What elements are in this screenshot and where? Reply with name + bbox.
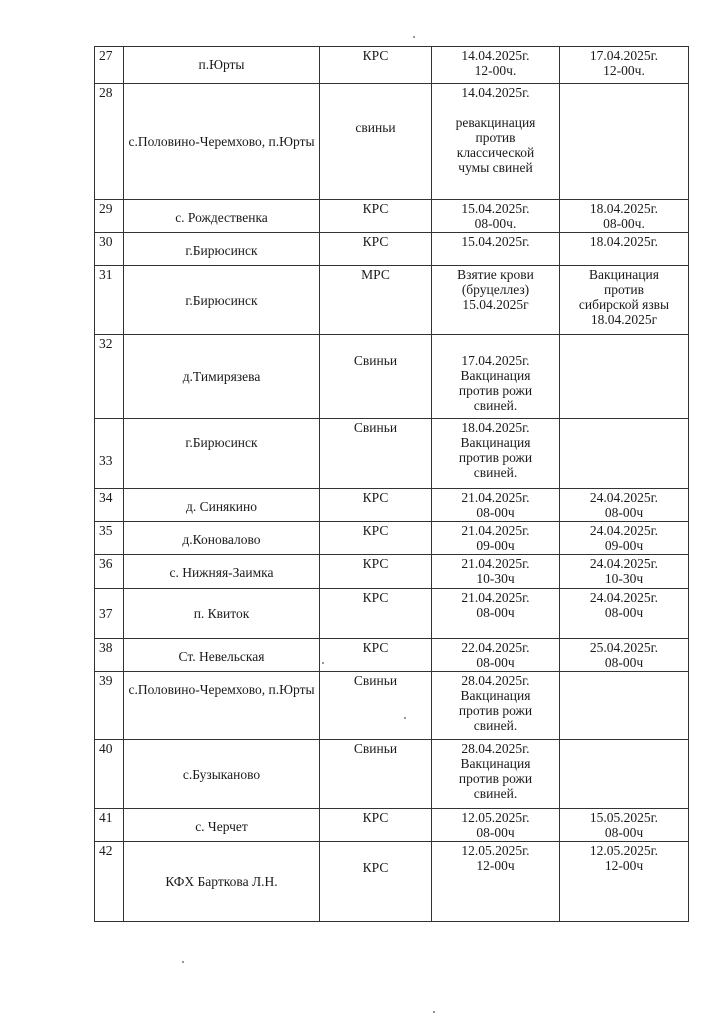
first-procedure-cell — [432, 589, 560, 639]
settlement-cell — [124, 335, 320, 419]
first-procedure-cell — [432, 200, 560, 233]
first-procedure-line: 09-00ч — [476, 538, 515, 553]
second-procedure-cell — [560, 672, 689, 740]
animal-type: КРС — [362, 556, 389, 571]
second-procedure-line: 10-30ч — [604, 571, 644, 586]
second-procedure-line: 25.04.2025г. — [589, 640, 659, 655]
settlement-cell — [124, 419, 320, 489]
scan-speck — [413, 36, 415, 38]
table-row — [95, 809, 689, 842]
first-procedure-line: 12-00ч. — [474, 63, 517, 78]
second-procedure-line: Вакцинация — [589, 267, 659, 282]
second-procedure-line: 09-00ч — [604, 538, 644, 553]
table-row — [95, 335, 689, 419]
first-procedure-line: 28.04.2025г. — [461, 673, 530, 688]
settlement-name: г.Бирюсинск — [185, 435, 258, 450]
settlement-cell — [124, 672, 320, 740]
animal-type-cell — [320, 419, 432, 489]
first-procedure-cell — [432, 47, 560, 84]
animal-type: КРС — [362, 810, 389, 825]
first-procedure-line: 21.04.2025г. — [461, 490, 530, 505]
second-procedure-line: 12-00ч. — [603, 63, 645, 78]
first-procedure-line — [435, 100, 556, 115]
first-procedure-line: 12-00ч — [476, 858, 515, 873]
first-procedure-line: свиней. — [473, 718, 518, 733]
second-procedure-cell — [560, 842, 689, 922]
second-procedure-cell — [560, 335, 689, 419]
table-row — [95, 47, 689, 84]
animal-type-cell — [320, 84, 432, 200]
settlement-name: п.Юрты — [198, 57, 245, 72]
scan-speck — [433, 1011, 435, 1013]
scan-speck — [182, 961, 184, 963]
row-number-cell — [95, 740, 124, 809]
first-procedure-line: свиней. — [473, 465, 518, 480]
second-procedure-cell — [560, 47, 689, 84]
settlement-name: п. Квиток — [193, 606, 250, 621]
first-procedure-line: против — [475, 130, 516, 145]
animal-type-cell — [320, 842, 432, 922]
first-procedure-line: 12.05.2025г. — [461, 810, 530, 825]
animal-type-cell — [320, 200, 432, 233]
row-number-cell — [95, 266, 124, 335]
first-procedure-line: Вакцинация — [460, 368, 531, 383]
first-procedure-line: (бруцеллез) — [461, 282, 530, 297]
second-procedure-line: 18.04.2025г — [590, 312, 658, 327]
row-number: 40 — [99, 741, 113, 756]
row-number: 41 — [99, 810, 113, 825]
animal-type-cell — [320, 489, 432, 522]
second-procedure-cell — [560, 233, 689, 266]
row-number: 33 — [99, 453, 113, 468]
row-number: 34 — [99, 490, 113, 505]
row-number: 36 — [99, 556, 113, 571]
second-procedure-line: 08-00ч — [604, 605, 644, 620]
row-number: 35 — [99, 523, 113, 538]
row-number: 32 — [99, 336, 113, 351]
animal-type: КРС — [362, 590, 389, 605]
first-procedure-line: 21.04.2025г. — [461, 523, 530, 538]
table-row — [95, 266, 689, 335]
settlement-cell — [124, 489, 320, 522]
animal-type: Свиньи — [353, 420, 398, 435]
animal-type-cell — [320, 589, 432, 639]
second-procedure-line: сибирской язвы — [578, 297, 670, 312]
row-number-cell — [95, 672, 124, 740]
first-procedure-line: против рожи — [458, 771, 533, 786]
animal-type: МРС — [361, 267, 390, 282]
row-number-cell — [95, 47, 124, 84]
animal-type-cell — [320, 639, 432, 672]
first-procedure-line: Вакцинация — [460, 688, 531, 703]
settlement-name: с.Бузыканово — [182, 766, 261, 782]
first-procedure-line: свиней. — [473, 786, 518, 801]
first-procedure-line: 18.04.2025г. — [461, 420, 530, 435]
table-row — [95, 639, 689, 672]
animal-type: КРС — [362, 860, 389, 875]
second-procedure-cell — [560, 639, 689, 672]
second-procedure-cell — [560, 419, 689, 489]
settlement-cell — [124, 266, 320, 335]
scan-speck — [404, 717, 406, 719]
row-number: 42 — [99, 843, 113, 858]
scan-speck — [322, 662, 324, 664]
row-number-cell — [95, 419, 124, 489]
second-procedure-line: 15.05.2025г. — [589, 810, 659, 825]
first-procedure-line: против рожи — [458, 450, 533, 465]
vaccination-schedule-table — [94, 46, 689, 922]
settlement-cell — [124, 842, 320, 922]
first-procedure-line: 08-00ч — [476, 825, 515, 840]
animal-type: КРС — [362, 523, 389, 538]
settlement-name: с.Половино-Черемхово, п.Юрты — [128, 682, 315, 697]
first-procedure-line: 15.04.2025г. — [461, 234, 530, 249]
table-row — [95, 842, 689, 922]
animal-type-cell — [320, 672, 432, 740]
settlement-name: с. Нижняя-Заимка — [169, 565, 274, 580]
row-number: 38 — [99, 640, 113, 655]
first-procedure-line: Вакцинация — [460, 435, 531, 450]
first-procedure-line: 21.04.2025г. — [461, 556, 530, 571]
row-number: 27 — [99, 48, 113, 63]
animal-type-cell — [320, 555, 432, 589]
row-number-cell — [95, 639, 124, 672]
first-procedure-cell — [432, 84, 560, 200]
table-row — [95, 419, 689, 489]
first-procedure-line: 10-30ч — [476, 571, 515, 586]
animal-type-cell — [320, 47, 432, 84]
settlement-name: Ст. Невельская — [178, 649, 265, 664]
row-number-cell — [95, 555, 124, 589]
second-procedure-line: 17.04.2025г. — [589, 48, 659, 63]
second-procedure-cell — [560, 809, 689, 842]
settlement-cell — [124, 809, 320, 842]
animal-type-cell — [320, 522, 432, 555]
settlement-cell — [124, 233, 320, 266]
second-procedure-cell — [560, 522, 689, 555]
animal-type-cell — [320, 266, 432, 335]
second-procedure-cell — [560, 84, 689, 200]
first-procedure-cell — [432, 522, 560, 555]
first-procedure-line: 14.04.2025г. — [461, 48, 530, 63]
second-procedure-cell — [560, 740, 689, 809]
animal-type: КРС — [362, 640, 389, 655]
first-procedure-line: Вакцинация — [460, 756, 531, 771]
settlement-cell — [124, 639, 320, 672]
second-procedure-cell — [560, 555, 689, 589]
row-number-cell — [95, 233, 124, 266]
second-procedure-cell — [560, 489, 689, 522]
row-number-cell — [95, 842, 124, 922]
first-procedure-line: 14.04.2025г. — [461, 85, 530, 100]
first-procedure-line: против рожи — [458, 703, 533, 718]
animal-type-cell — [320, 335, 432, 419]
animal-type: Свиньи — [353, 673, 398, 688]
first-procedure-cell — [432, 639, 560, 672]
settlement-name: д.Тимирязева — [182, 369, 261, 384]
first-procedure-cell — [432, 672, 560, 740]
first-procedure-cell — [432, 842, 560, 922]
first-procedure-cell — [432, 335, 560, 419]
row-number: 39 — [99, 673, 113, 688]
row-number: 30 — [99, 234, 113, 249]
row-number-cell — [95, 84, 124, 200]
settlement-name: г.Бирюсинск — [185, 292, 258, 308]
second-procedure-line: против — [603, 282, 645, 297]
table-row — [95, 672, 689, 740]
second-procedure-line: 08-00ч — [604, 655, 644, 670]
settlement-cell — [124, 47, 320, 84]
settlement-name: КФХ Барткова Л.Н. — [165, 874, 278, 889]
first-procedure-line: 22.04.2025г. — [461, 640, 530, 655]
settlement-cell — [124, 740, 320, 809]
animal-type: КРС — [362, 234, 389, 249]
settlement-name: с. Черчет — [195, 819, 248, 834]
animal-type-cell — [320, 740, 432, 809]
second-procedure-line: 18.04.2025г. — [589, 234, 659, 249]
second-procedure-line: 24.04.2025г. — [589, 590, 659, 605]
table-row — [95, 522, 689, 555]
schedule-table-body — [95, 47, 689, 922]
row-number: 29 — [99, 201, 113, 216]
second-procedure-line: 08-00ч — [604, 825, 644, 840]
first-procedure-line: 12.05.2025г. — [461, 843, 530, 858]
first-procedure-line: 08-00ч — [476, 605, 515, 620]
table-row — [95, 589, 689, 639]
first-procedure-line: 21.04.2025г. — [461, 590, 530, 605]
row-number: 31 — [99, 267, 113, 282]
table-row — [95, 740, 689, 809]
row-number-cell — [95, 489, 124, 522]
first-procedure-line: ревакцинация — [455, 115, 536, 130]
first-procedure-line: 08-00ч — [476, 505, 515, 520]
second-procedure-line: 12.05.2025г. — [589, 843, 659, 858]
first-procedure-line: 28.04.2025г. — [461, 741, 530, 756]
first-procedure-cell — [432, 233, 560, 266]
settlement-name: с.Половино-Черемхово, п.Юрты — [128, 134, 315, 149]
first-procedure-line: против рожи — [458, 383, 533, 398]
second-procedure-line: 24.04.2025г. — [589, 490, 659, 505]
animal-type: Свиньи — [353, 353, 398, 368]
first-procedure-line: свиней. — [473, 398, 518, 413]
first-procedure-cell — [432, 419, 560, 489]
second-procedure-cell — [560, 200, 689, 233]
settlement-name: д. Синякино — [185, 499, 258, 514]
animal-type-cell — [320, 233, 432, 266]
table-row — [95, 555, 689, 589]
row-number-cell — [95, 589, 124, 639]
first-procedure-cell — [432, 555, 560, 589]
first-procedure-cell — [432, 809, 560, 842]
second-procedure-line: 24.04.2025г. — [589, 556, 659, 571]
table-row — [95, 489, 689, 522]
second-procedure-line: 12-00ч — [604, 858, 644, 873]
animal-type-cell — [320, 809, 432, 842]
table-row — [95, 200, 689, 233]
first-procedure-line: 17.04.2025г. — [461, 353, 530, 368]
settlement-cell — [124, 84, 320, 200]
settlement-cell — [124, 200, 320, 233]
animal-type: КРС — [362, 48, 389, 63]
row-number-cell — [95, 200, 124, 233]
animal-type: Свиньи — [353, 741, 398, 756]
first-procedure-cell — [432, 740, 560, 809]
first-procedure-line: 08-00ч. — [474, 216, 517, 231]
first-procedure-cell — [432, 489, 560, 522]
first-procedure-line: чумы свиней — [458, 160, 533, 175]
first-procedure-line: классической — [456, 145, 535, 160]
animal-type: свиньи — [355, 120, 396, 135]
first-procedure-line: 15.04.2025г — [462, 297, 529, 312]
second-procedure-line: 24.04.2025г. — [589, 523, 659, 538]
row-number-cell — [95, 335, 124, 419]
second-procedure-line: 18.04.2025г. — [589, 201, 659, 216]
settlement-name: д.Коновалово — [182, 532, 261, 547]
first-procedure-line: 15.04.2025г. — [461, 201, 530, 216]
row-number: 37 — [99, 606, 113, 621]
settlement-cell — [124, 555, 320, 589]
settlement-name: с. Рождественка — [175, 210, 268, 225]
table-row — [95, 84, 689, 200]
settlement-cell — [124, 522, 320, 555]
animal-type: КРС — [362, 201, 389, 216]
first-procedure-line: 08-00ч — [476, 655, 515, 670]
settlement-cell — [124, 589, 320, 639]
second-procedure-line: 08-00ч. — [603, 216, 645, 231]
animal-type: КРС — [362, 490, 389, 505]
second-procedure-cell — [560, 589, 689, 639]
second-procedure-cell — [560, 266, 689, 335]
first-procedure-cell — [432, 266, 560, 335]
table-row — [95, 233, 689, 266]
second-procedure-line: 08-00ч — [604, 505, 644, 520]
row-number-cell — [95, 809, 124, 842]
first-procedure-line: Взятие крови — [457, 267, 534, 282]
settlement-name: г.Бирюсинск — [185, 243, 258, 258]
row-number: 28 — [99, 85, 113, 100]
row-number-cell — [95, 522, 124, 555]
